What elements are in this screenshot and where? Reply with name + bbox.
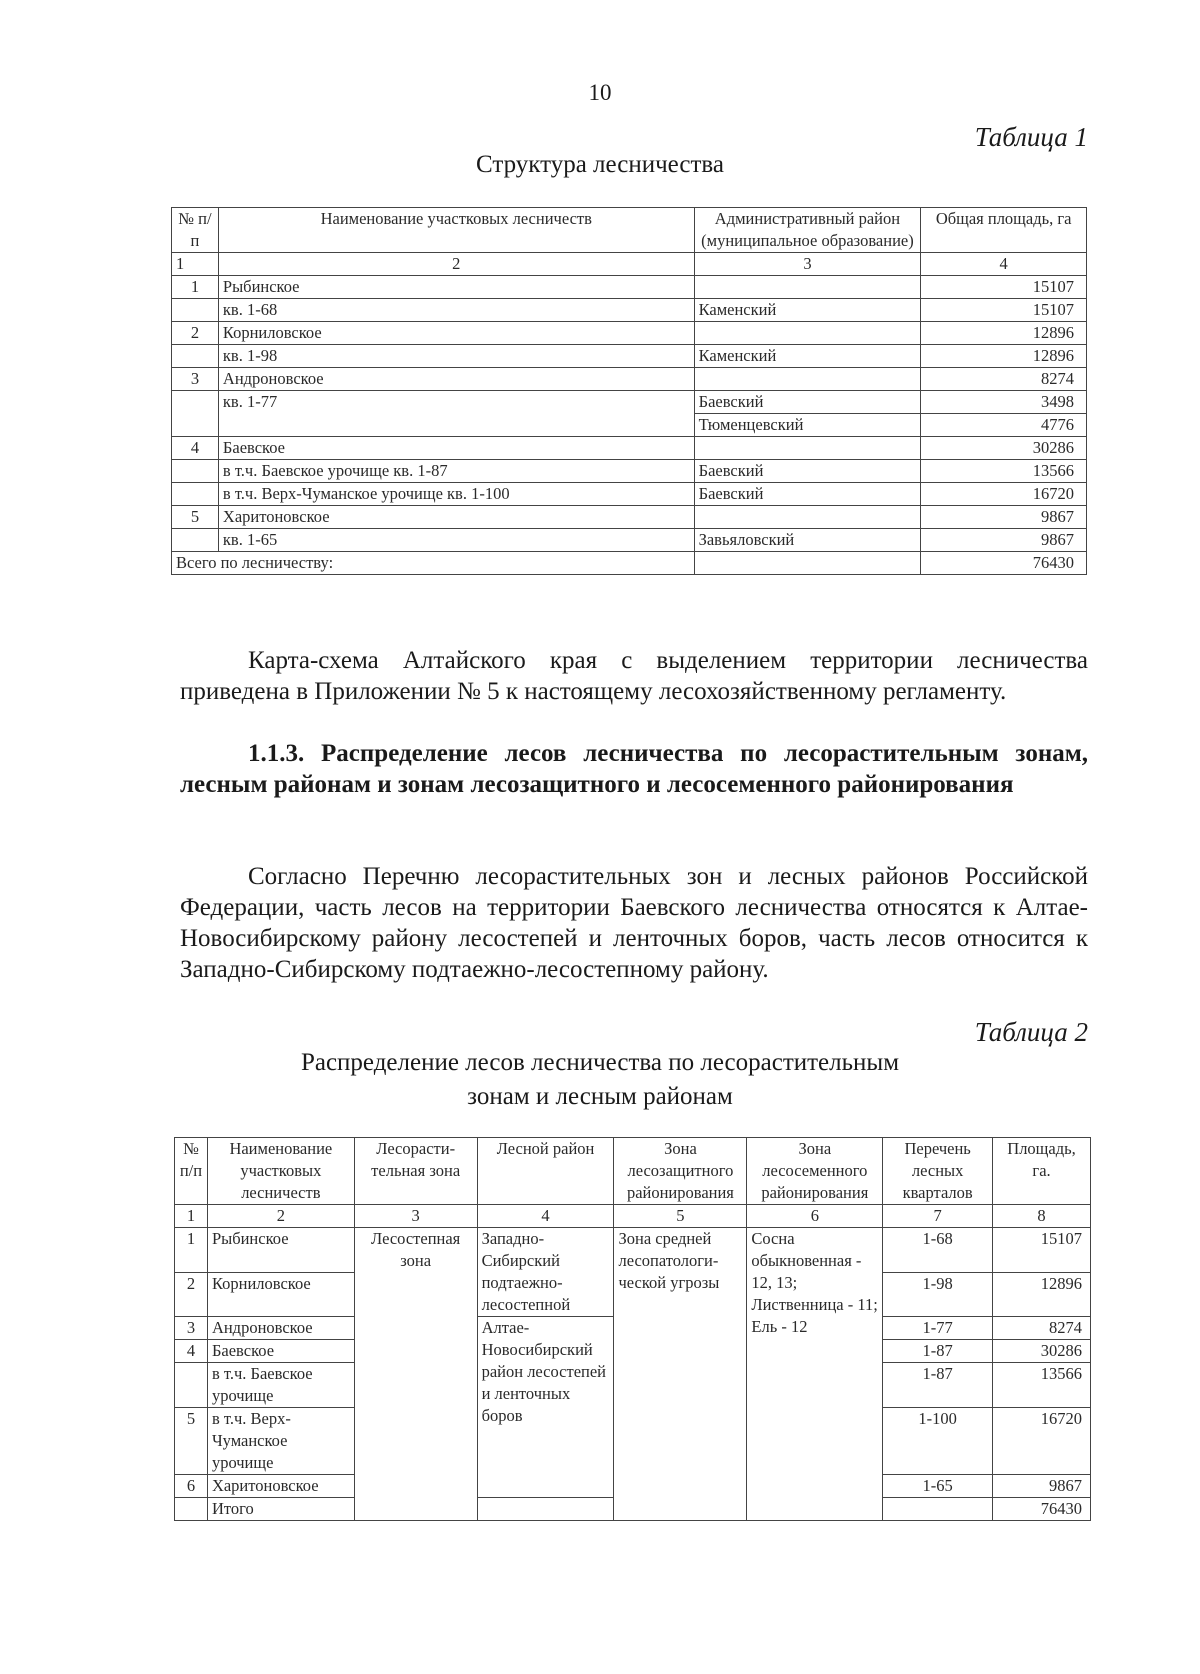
row-area: 12896 xyxy=(993,1273,1091,1317)
table1-colnum: 1 xyxy=(172,253,219,276)
table-row xyxy=(172,368,1087,391)
row-seed-zone: Сосна обыкновенная - 12, 13; Лиственница - 11; Ель - 12 xyxy=(747,1228,883,1521)
row-district: Завьяловский xyxy=(694,529,921,552)
table2-colnum: 7 xyxy=(883,1205,993,1228)
row-area: 8274 xyxy=(993,1317,1091,1340)
table1-header-row xyxy=(172,208,1087,253)
table1-colnum: 2 xyxy=(218,253,694,276)
table2 xyxy=(174,1137,1091,1521)
row-area: 12896 xyxy=(921,345,1087,368)
row-area: 4776 xyxy=(921,414,1087,437)
row-area: 12896 xyxy=(921,322,1087,345)
table2-colnum-row xyxy=(175,1205,1091,1228)
row-quarters: 1-98 xyxy=(883,1273,993,1317)
row-district xyxy=(694,506,921,529)
row-name: Рыбинское xyxy=(207,1228,354,1273)
row-name: в т.ч. Верх-Чуманское урочище xyxy=(207,1408,354,1475)
total-label: Итого xyxy=(207,1498,354,1521)
row-num: 5 xyxy=(172,506,219,529)
table1-colnum-row xyxy=(172,253,1087,276)
row-num: 3 xyxy=(172,368,219,391)
table1-title: Структура лесничества xyxy=(476,151,724,178)
table1-header-district: Административный район (муниципальное образование) xyxy=(694,208,921,253)
row-name: Харитоновское xyxy=(218,506,694,529)
row-district: Баевский xyxy=(694,483,921,506)
row-district: Баевский xyxy=(694,391,921,414)
row-district xyxy=(694,276,921,299)
row-region-a: Западно-Сибирский подтаежно-лесостепной xyxy=(477,1228,614,1317)
row-num: 3 xyxy=(175,1317,208,1340)
row-district xyxy=(694,322,921,345)
row-num: 4 xyxy=(172,437,219,460)
table1-header-area: Общая площадь, га xyxy=(921,208,1087,253)
row-num: 1 xyxy=(172,276,219,299)
total-area: 76430 xyxy=(993,1498,1091,1521)
table-row xyxy=(172,506,1087,529)
row-area: 9867 xyxy=(921,529,1087,552)
row-quarters: 1-100 xyxy=(883,1408,993,1475)
table-row xyxy=(172,322,1087,345)
row-name: в т.ч. Баевское урочище кв. 1-87 xyxy=(218,460,694,483)
row-area: 9867 xyxy=(921,506,1087,529)
row-area: 13566 xyxy=(993,1363,1091,1408)
row-num xyxy=(172,391,219,437)
row-area: 30286 xyxy=(921,437,1087,460)
row-quarters: 1-77 xyxy=(883,1317,993,1340)
table1-total-row xyxy=(172,552,1087,575)
row-name: Корниловское xyxy=(218,322,694,345)
row-num: 4 xyxy=(175,1340,208,1363)
row-district: Баевский xyxy=(694,460,921,483)
row-num: 1 xyxy=(175,1228,208,1273)
row-area: 13566 xyxy=(921,460,1087,483)
total-area: 76430 xyxy=(921,552,1087,575)
row-num: 6 xyxy=(175,1475,208,1498)
row-name: Рыбинское xyxy=(218,276,694,299)
table1-header-num: № п/п xyxy=(172,208,219,253)
row-name: кв. 1-98 xyxy=(218,345,694,368)
table2-header-region: Лесной район xyxy=(477,1138,614,1205)
table2-colnum: 6 xyxy=(747,1205,883,1228)
table-row xyxy=(172,391,1087,414)
row-num xyxy=(175,1363,208,1408)
row-quarters: 1-68 xyxy=(883,1228,993,1273)
table-row xyxy=(172,345,1087,368)
row-district xyxy=(694,368,921,391)
table-row xyxy=(172,529,1087,552)
row-area: 15107 xyxy=(921,299,1087,322)
row-num xyxy=(175,1498,208,1521)
table2-header-name: Наименование участковых лесничеств xyxy=(207,1138,354,1205)
table1-colnum: 3 xyxy=(694,253,921,276)
total-label: Всего по лесничеству: xyxy=(172,552,695,575)
table-row xyxy=(172,460,1087,483)
table2-colnum: 2 xyxy=(207,1205,354,1228)
page-number: 10 xyxy=(588,80,612,105)
row-name: кв. 1-65 xyxy=(218,529,694,552)
row-area: 16720 xyxy=(993,1408,1091,1475)
table-row xyxy=(172,483,1087,506)
row-area: 15107 xyxy=(993,1228,1091,1273)
table-row xyxy=(175,1228,1091,1273)
row-name: в т.ч. Баевское урочище xyxy=(207,1363,354,1408)
section-heading: 1.1.3. Распределение лесов лесничества по лесорастительным зонам, лесным районам и зонам лесозащитного и лесосеменного районирования xyxy=(180,740,1088,798)
table2-title-line2: зонам и лесным районам xyxy=(467,1083,733,1110)
paragraph-forest-zones: Согласно Перечню лесорастительных зон и лесных районов Российской Федерации, часть лесов на территории Баевского лесничества относятся к Алтае-Новосибирскому району лесостепей и ленточных боров, часть лесов относится к Западно-Сибирскому подтаежно-лесостепному району. xyxy=(180,863,1088,983)
row-num xyxy=(172,483,219,506)
row-name: в т.ч. Верх-Чуманское урочище кв. 1-100 xyxy=(218,483,694,506)
table2-header-num: № п/п xyxy=(175,1138,208,1205)
table2-colnum: 3 xyxy=(354,1205,477,1228)
table-row xyxy=(172,437,1087,460)
table2-header-quarters: Перечень лесных кварталов xyxy=(883,1138,993,1205)
table1-header-name: Наименование участковых лесничеств xyxy=(218,208,694,253)
row-num xyxy=(172,529,219,552)
row-name: Корниловское xyxy=(207,1273,354,1317)
table2-colnum: 1 xyxy=(175,1205,208,1228)
row-district: Каменский xyxy=(694,299,921,322)
table-row xyxy=(172,299,1087,322)
row-area: 8274 xyxy=(921,368,1087,391)
row-district: Каменский xyxy=(694,345,921,368)
row-area: 15107 xyxy=(921,276,1087,299)
row-area: 16720 xyxy=(921,483,1087,506)
table2-title-line1: Распределение лесов лесничества по лесорастительным xyxy=(300,1049,900,1076)
table2-colnum: 8 xyxy=(993,1205,1091,1228)
total-district xyxy=(694,552,921,575)
row-area: 30286 xyxy=(993,1340,1091,1363)
row-quarters: 1-87 xyxy=(883,1363,993,1408)
row-quarters: 1-65 xyxy=(883,1475,993,1498)
total-region xyxy=(477,1498,614,1521)
total-quarters xyxy=(883,1498,993,1521)
row-name: Андроновское xyxy=(218,368,694,391)
row-name: Баевское xyxy=(207,1340,354,1363)
row-area: 9867 xyxy=(993,1475,1091,1498)
table2-colnum: 4 xyxy=(477,1205,614,1228)
row-district xyxy=(694,437,921,460)
row-area: 3498 xyxy=(921,391,1087,414)
table2-header-area: Площадь, га. xyxy=(993,1138,1091,1205)
row-num xyxy=(172,345,219,368)
row-name: кв. 1-68 xyxy=(218,299,694,322)
row-num: 2 xyxy=(175,1273,208,1317)
table2-colnum: 5 xyxy=(614,1205,747,1228)
row-num: 2 xyxy=(172,322,219,345)
row-district: Тюменцевский xyxy=(694,414,921,437)
row-num xyxy=(172,460,219,483)
row-name: Андроновское xyxy=(207,1317,354,1340)
table2-header-row xyxy=(175,1138,1091,1205)
row-region-b: Алтае-Новосибирский район лесостепей и ленточных боров xyxy=(477,1317,614,1498)
row-name: Баевское xyxy=(218,437,694,460)
row-zone: Лесостепная зона xyxy=(354,1228,477,1521)
table2-header-protect: Зона лесозащитного районирования xyxy=(614,1138,747,1205)
paragraph-map-reference: Карта-схема Алтайского края с выделением территории лесничества приведена в Приложении № 5 к настоящему лесохозяйственному регламенту. xyxy=(180,647,1088,705)
row-num xyxy=(172,299,219,322)
table2-header-zone: Лесорасти-тельная зона xyxy=(354,1138,477,1205)
row-name: Харитоновское xyxy=(207,1475,354,1498)
row-name: кв. 1-77 xyxy=(218,391,694,437)
row-num: 5 xyxy=(175,1408,208,1475)
table1-label: Таблица 1 xyxy=(974,122,1088,152)
row-protect-zone: Зона средней лесопатологи-ческой угрозы xyxy=(614,1228,747,1521)
table-row xyxy=(172,276,1087,299)
table2-label: Таблица 2 xyxy=(974,1017,1088,1047)
table1 xyxy=(171,207,1087,575)
table2-header-seed: Зона лесосеменного районирования xyxy=(747,1138,883,1205)
row-quarters: 1-87 xyxy=(883,1340,993,1363)
table1-colnum: 4 xyxy=(921,253,1087,276)
